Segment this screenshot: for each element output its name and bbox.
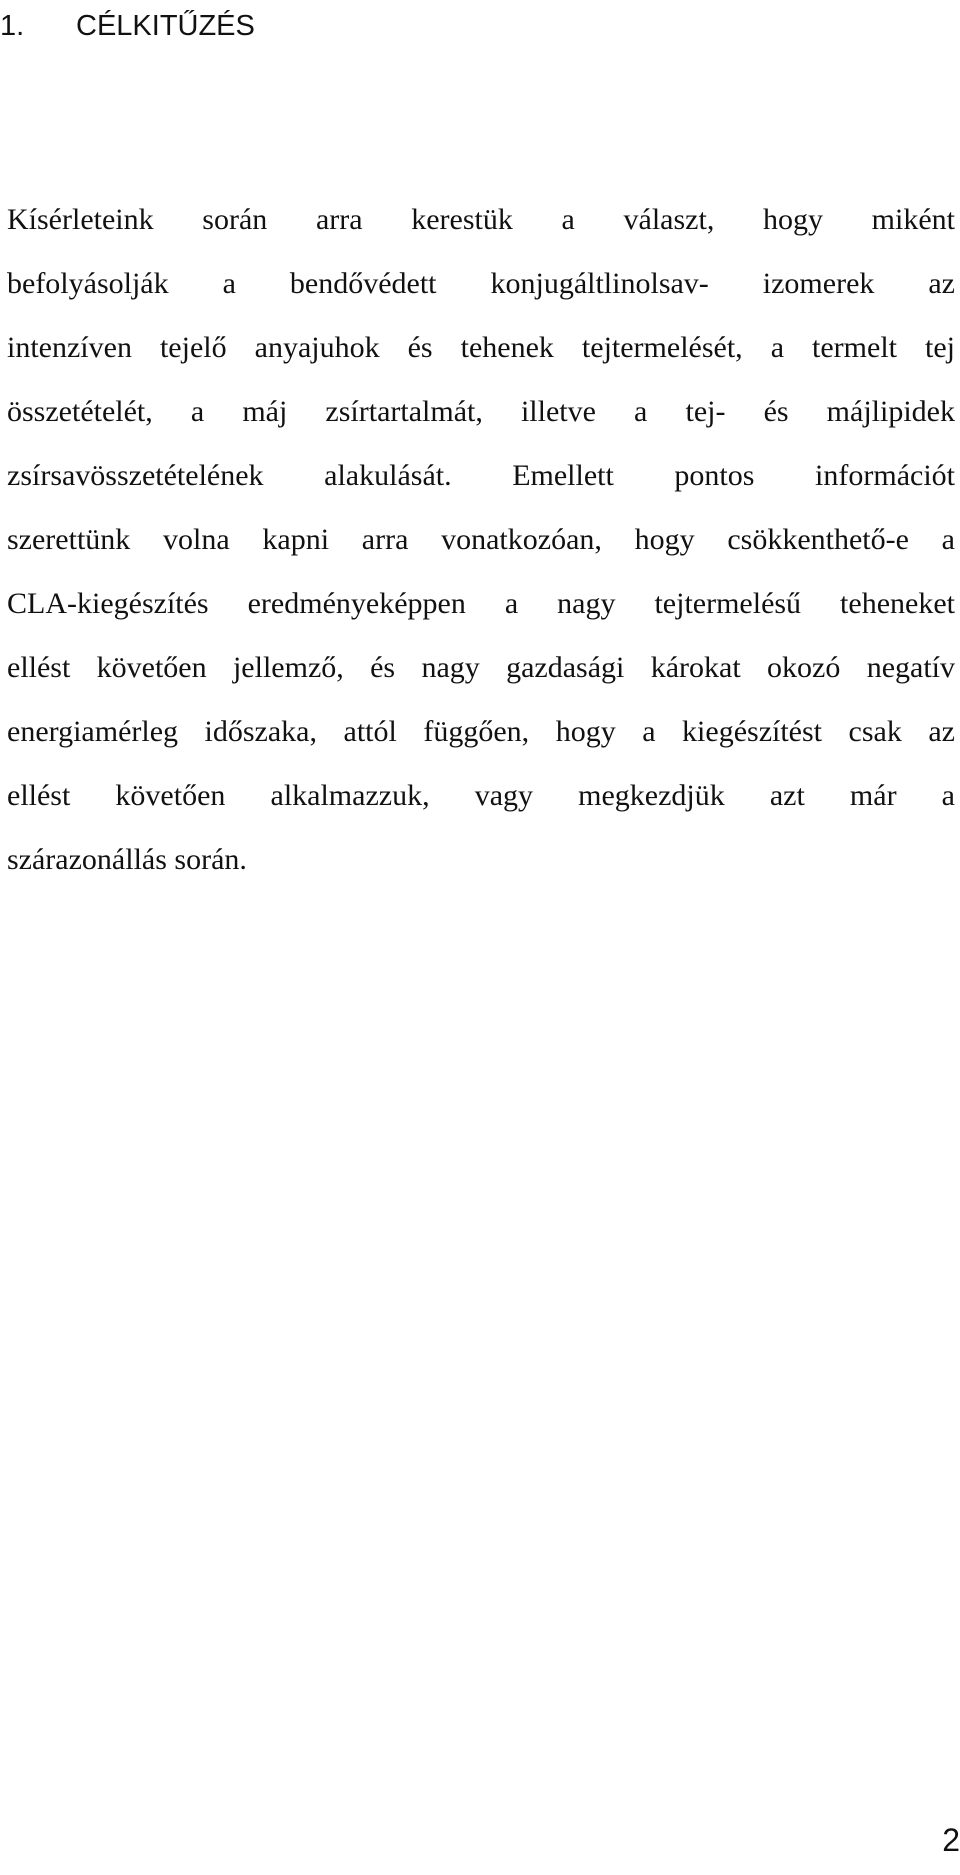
paragraph-line: befolyásolják a bendővédett konjugáltlinolsav- izomerek az bbox=[7, 267, 955, 300]
paragraph-line: zsírsavösszetételének alakulását. Emellett pontos információt bbox=[7, 459, 955, 492]
section-number: 1. bbox=[0, 10, 25, 42]
paragraph-line: Kísérleteink során arra kerestük a választ, hogy miként bbox=[7, 203, 955, 236]
paragraph-line: CLA-kiegészítés eredményeképpen a nagy tejtermelésű teheneket bbox=[7, 587, 955, 620]
paragraph-line: energiamérleg időszaka, attól függően, hogy a kiegészítést csak az bbox=[7, 715, 955, 748]
paragraph-line: intenzíven tejelő anyajuhok és tehenek tejtermelését, a termelt tej bbox=[7, 331, 955, 364]
paragraph-line-last: szárazonállás során. bbox=[7, 843, 247, 876]
paragraph-line: összetételét, a máj zsírtartalmát, illetve a tej- és májlipidek bbox=[7, 395, 955, 428]
paragraph-line: szerettünk volna kapni arra vonatkozóan, hogy csökkenthető-e a bbox=[7, 523, 955, 556]
paragraph-line: ellést követően jellemző, és nagy gazdasági károkat okozó negatív bbox=[7, 651, 955, 684]
section-title: CÉLKITŰZÉS bbox=[76, 10, 255, 42]
section-heading bbox=[0, 6, 255, 46]
paragraph-line: ellést követően alkalmazzuk, vagy megkezdjük azt már a bbox=[7, 779, 955, 812]
page-number: 2 bbox=[942, 1822, 960, 1858]
body-paragraph bbox=[7, 188, 955, 892]
